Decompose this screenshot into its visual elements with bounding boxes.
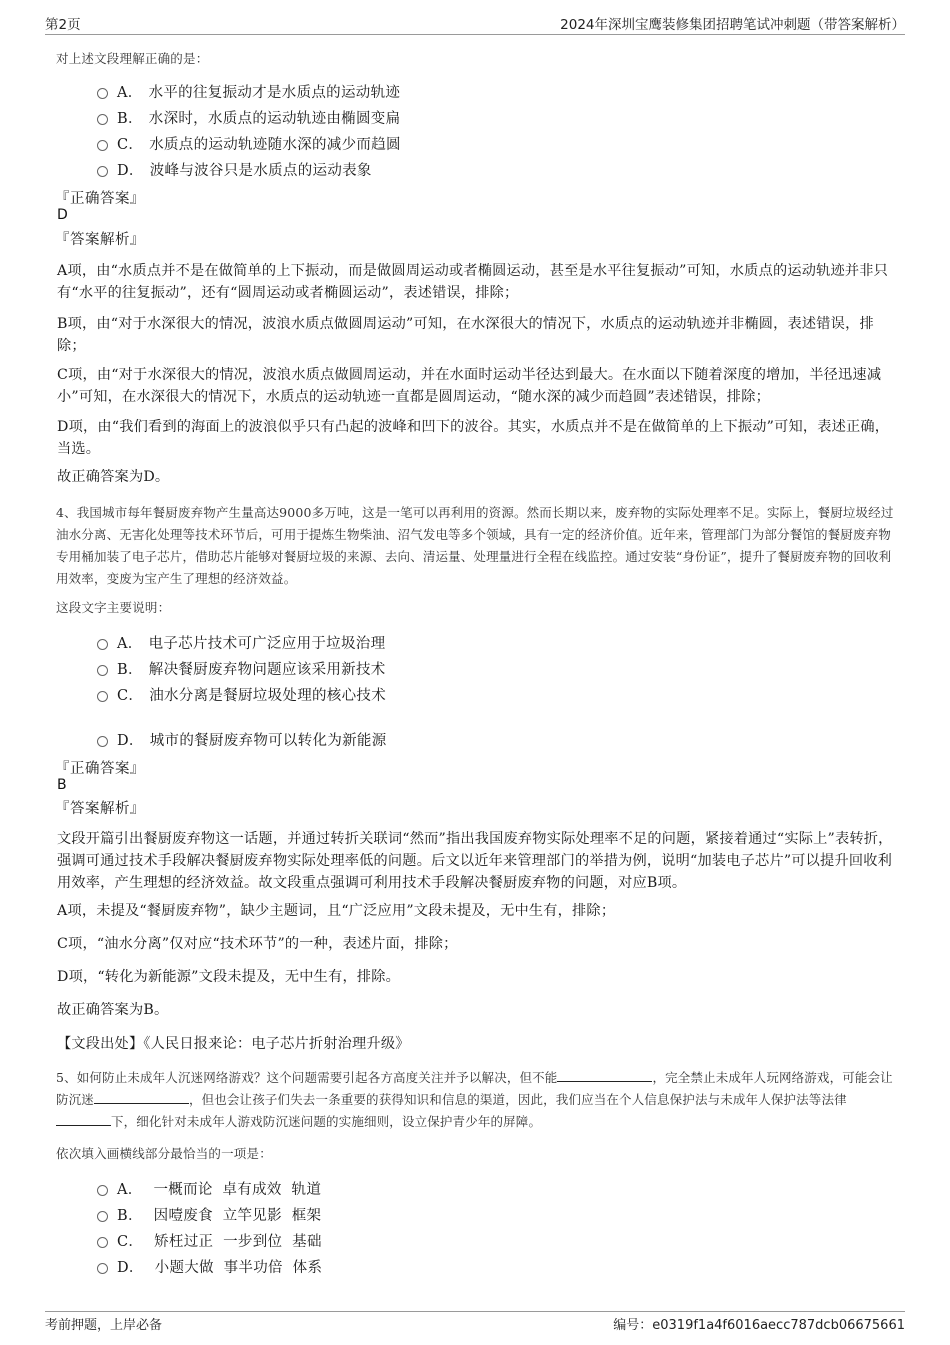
radio-icon[interactable] [97, 691, 108, 702]
q4-option-c[interactable]: C． 油水分离是餐厨垃圾处理的核心技术 [97, 682, 386, 706]
radio-icon[interactable] [97, 140, 108, 151]
q4-prompt: 这段文字主要说明： [56, 600, 171, 615]
q5-option-c[interactable]: C． 矫枉过正 一步到位 基础 [97, 1228, 322, 1252]
q3-option-d[interactable]: D． 波峰与波谷只是水质点的运动表象 [97, 157, 372, 181]
q4-analysis-c: C项，“油水分离”仅对应“技术环节”的一种，表述片面，排除； [57, 936, 458, 952]
document-title: 2024年深圳宝鹰装修集团招聘笔试冲刺题（带答案解析） [560, 17, 905, 33]
q4-passage: 4、我国城市每年餐厨废弃物产生量高达9000多万吨，这是一笔可以再利用的资源。然而长期以来，废弃物的实际处理率不足。实际上，餐厨垃圾经过油水分离、无害化处理等技术环节后，可用于提炼生物柴油、沼气发电等多个领域，具有一定的经济价值。近年来，管理部门为部分餐馆的餐厨废弃物专用桶加装了电子芯片，借助芯片能够对餐厨垃圾的来源、去向、清运量、处理量进行全程在线监控。通过安装“身份证”，提升了餐厨废弃物的回收利用效率，变废为宝产生了理想的经济效益。 [56, 505, 894, 586]
q3-conclusion: 故正确答案为D。 [57, 469, 170, 485]
q4-option-b[interactable]: B． 解决餐厨废弃物问题应该采用新技术 [97, 656, 386, 680]
q3-option-b[interactable]: B． 水深时，水质点的运动轨迹由椭圆变扁 [97, 105, 400, 129]
radio-icon[interactable] [97, 639, 108, 650]
blank-2[interactable] [94, 1091, 189, 1104]
q5-option-d[interactable]: D． 小题大做 事半功倍 体系 [97, 1254, 322, 1278]
q3-option-c[interactable]: C． 水质点的运动轨迹随水深的减少而趋圆 [97, 131, 401, 155]
q5-passage: 5、如何防止未成年人沉迷网络游戏？这个问题需要引起各方高度关注并予以解决，但不能 ，完全禁止未成年人玩网络游戏，可能会让防沉迷 ，但也会让孩子们失去一条重要的获得知识和信息的渠道，因此，我们应当在个人信息保护法与未成年人保护法等法律下，细化针对未成年人游戏防沉迷问题的实施细则，设立保护青少年的屏障。 [56, 1070, 893, 1129]
blank-3[interactable] [56, 1113, 111, 1126]
q4-option-d[interactable]: D． 城市的餐厨废弃物可以转化为新能源 [97, 727, 387, 751]
radio-icon[interactable] [97, 1237, 108, 1248]
radio-icon[interactable] [97, 166, 108, 177]
q4-analysis-main: 文段开篇引出餐厨废弃物这一话题，并通过转折关联词“然而”指出我国废弃物实际处理率不足的问题，紧接着通过“实际上”表转折，强调可通过技术手段解决餐厨废弃物实际处理率低的问题。后文以近年来管理部门的举措为例，说明“加装电子芯片”可以提升回收利用效率，产生理想的经济效益。故文段重点强调可利用技术手段解决餐厨废弃物的问题，对应B项。 [57, 831, 893, 891]
q3-answer: D [57, 207, 68, 223]
radio-icon[interactable] [97, 736, 108, 747]
radio-icon[interactable] [97, 114, 108, 125]
q3-analysis-d: D项，由“我们看到的海面上的波浪似乎只有凸起的波峰和凹下的波谷。其实，水质点并不是在做简单的上下振动”可知，表述正确，当选。 [57, 419, 890, 457]
radio-icon[interactable] [97, 1263, 108, 1274]
q3-analysis-heading: 『答案解析』 [55, 232, 145, 248]
q4-analysis-heading: 『答案解析』 [55, 801, 145, 817]
radio-icon[interactable] [97, 1185, 108, 1196]
radio-icon[interactable] [97, 1211, 108, 1222]
footer-code: 编号：e0319f1a4f6016aecc787dcb06675661 [613, 1318, 905, 1333]
radio-icon[interactable] [97, 665, 108, 676]
q4-analysis-d: D项，“转化为新能源”文段未提及，无中生有，排除。 [57, 969, 401, 985]
footer-slogan: 考前押题，上岸必备 [45, 1318, 163, 1333]
footer-divider [45, 1311, 905, 1312]
blank-1[interactable] [557, 1069, 652, 1082]
q3-option-a[interactable]: A． 水平的往复振动才是水质点的运动轨迹 [97, 79, 400, 103]
page-number: 第2页 [45, 17, 81, 33]
header-divider [45, 34, 905, 35]
q4-answer: B [57, 777, 67, 793]
q3-analysis-b: B项，由“对于水深很大的情况，波浪水质点做圆周运动”可知，在水深很大的情况下，水质点的运动轨迹并非椭圆，表述错误，排除； [57, 316, 874, 354]
q5-prompt: 依次填入画横线部分最恰当的一项是： [56, 1146, 272, 1161]
radio-icon[interactable] [97, 88, 108, 99]
q4-source: 【文段出处】《人民日报来论：电子芯片折射治理升级》 [57, 1036, 410, 1052]
q4-analysis-a: A项，未提及“餐厨废弃物”，缺少主题词，且“广泛应用”文段未提及，无中生有，排除； [57, 903, 616, 919]
q4-conclusion: 故正确答案为B。 [57, 1002, 169, 1018]
q3-analysis-c: C项，由“对于水深很大的情况，波浪水质点做圆周运动，并在水面时运动半径达到最大。在水面以下随着深度的增加，半径迅速减小”可知，在水深很大的情况下，水质点的运动轨迹一直都是圆周运动，“随水深的减少而趋圆”表述错误，排除； [57, 367, 882, 405]
q3-answer-heading: 『正确答案』 [55, 191, 145, 207]
q4-option-a[interactable]: A． 电子芯片技术可广泛应用于垃圾治理 [97, 630, 385, 654]
q3-prompt: 对上述文段理解正确的是： [56, 51, 209, 66]
q5-option-a[interactable]: A． 一概而论 卓有成效 轨道 [97, 1176, 321, 1200]
q5-option-b[interactable]: B． 因噎废食 立竿见影 框架 [97, 1202, 321, 1226]
q4-answer-heading: 『正确答案』 [55, 761, 145, 777]
q3-analysis-a: A项，由“水质点并不是在做简单的上下振动，而是做圆周运动或者椭圆运动，甚至是水平往复振动”可知，水质点的运动轨迹并非只有“水平的往复振动”，还有“圆周运动或者椭圆运动”，表述错误，排除； [57, 263, 889, 301]
